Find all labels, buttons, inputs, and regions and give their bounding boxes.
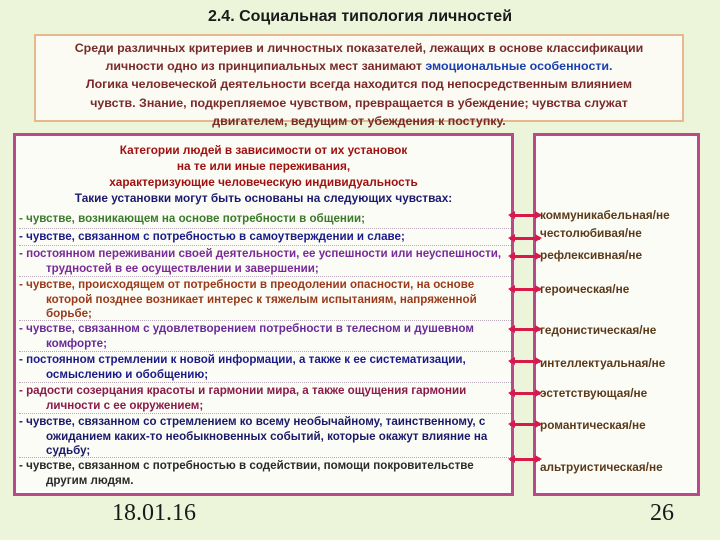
personality-type: коммуникабельная/не: [540, 208, 670, 222]
intro-line-2: [42, 57, 676, 75]
double-arrow-icon: [508, 234, 542, 243]
personality-type: гедонистическая/не: [540, 323, 657, 337]
intro-line-2-prefix: личности одно из принципиальных мест занимают: [105, 59, 426, 74]
intro-highlight: эмоциональные особенности.: [425, 59, 613, 74]
intro-line-3: Логика человеческой деятельности всегда находится под непосредственным влиянием: [85, 77, 633, 92]
personality-type: романтическая/не: [540, 418, 646, 432]
feeling-item: - чувстве, возникающем на основе потребности в общении;: [19, 212, 366, 225]
double-arrow-icon: [508, 389, 542, 398]
categories-heading: [16, 142, 511, 190]
item-separator: [19, 351, 511, 352]
feeling-item: - чувстве, связанном с потребностью в самоутверждении и славе;: [19, 230, 405, 243]
feeling-item: - чувстве, связанном с удовлетворением потребности в телесном и душевном комфорте;: [19, 322, 474, 350]
personality-type: героическая/не: [540, 282, 630, 296]
feeling-item: - радости созерцания красоты и гармонии мира, а также ощущения гармонии личности с ее окружением;: [19, 384, 467, 412]
feeling-item: - чувстве, связанном со стремлением ко всему необычайному, таинственному, с ожиданием каких-то необыкновенных событий, которые окажут влияние на судьбу;: [19, 415, 488, 458]
item-separator: [19, 382, 511, 383]
personality-type: честолюбивая/не: [540, 226, 642, 240]
slide-title: 2.4. Социальная типология личностей: [207, 8, 513, 25]
feeling-item: - постоянном переживании своей деятельности, ее успешности или неуспешности, трудностей в ее осуществлении и завершении;: [19, 247, 502, 275]
personality-type: альтруистическая/не: [540, 460, 663, 474]
item-separator: [19, 320, 511, 321]
feeling-item: - чувстве, происходящем от потребности в преодолении опасности, на основе которой позднее возникает интерес к тяжелым испытаниям, напряженной борьбе;: [19, 278, 477, 321]
double-arrow-icon: [508, 420, 542, 429]
types-box: [533, 133, 700, 496]
basis-heading: Такие установки могут быть основаны на следующих чувствах:: [74, 191, 453, 205]
item-separator: [19, 228, 511, 229]
double-arrow-icon: [508, 455, 542, 464]
categories-heading-line-1: Категории людей в зависимости от их установок: [119, 143, 408, 157]
feeling-item: - чувстве, связанном с потребностью в содействии, помощи покровительстве другим людям.: [19, 459, 474, 487]
item-separator: [19, 276, 511, 277]
double-arrow-icon: [508, 211, 542, 220]
item-separator: [19, 457, 511, 458]
double-arrow-icon: [508, 252, 542, 261]
double-arrow-icon: [508, 357, 542, 366]
personality-type: рефлексивная/не: [540, 248, 643, 262]
double-arrow-icon: [508, 285, 542, 294]
intro-line-4: чувств. Знание, подкрепляемое чувством, превращается в убеждение; чувства служат: [90, 95, 628, 110]
feeling-item: - постоянном стремлении к новой информации, а также к ее систематизации, осмыслению и обобщению;: [19, 353, 466, 381]
personality-type: интеллектуальная/не: [540, 356, 666, 370]
double-arrow-icon: [508, 325, 542, 334]
intro-line-5: двигателем, ведущим от убеждения к поступку.: [212, 113, 506, 128]
footer-date: 18.01.16: [112, 500, 196, 526]
page-number: 26: [650, 500, 674, 526]
item-separator: [19, 413, 511, 414]
intro-box: [34, 34, 684, 128]
personality-type: эстетствующая/не: [540, 386, 648, 400]
categories-heading-line-2: на те или иные переживания,: [176, 159, 351, 173]
intro-line-1: Среди различных критериев и личностных показателей, лежащих в основе классификации: [74, 41, 644, 55]
item-separator: [19, 245, 511, 246]
categories-heading-line-3: характеризующие человеческую индивидуальность: [109, 175, 418, 189]
